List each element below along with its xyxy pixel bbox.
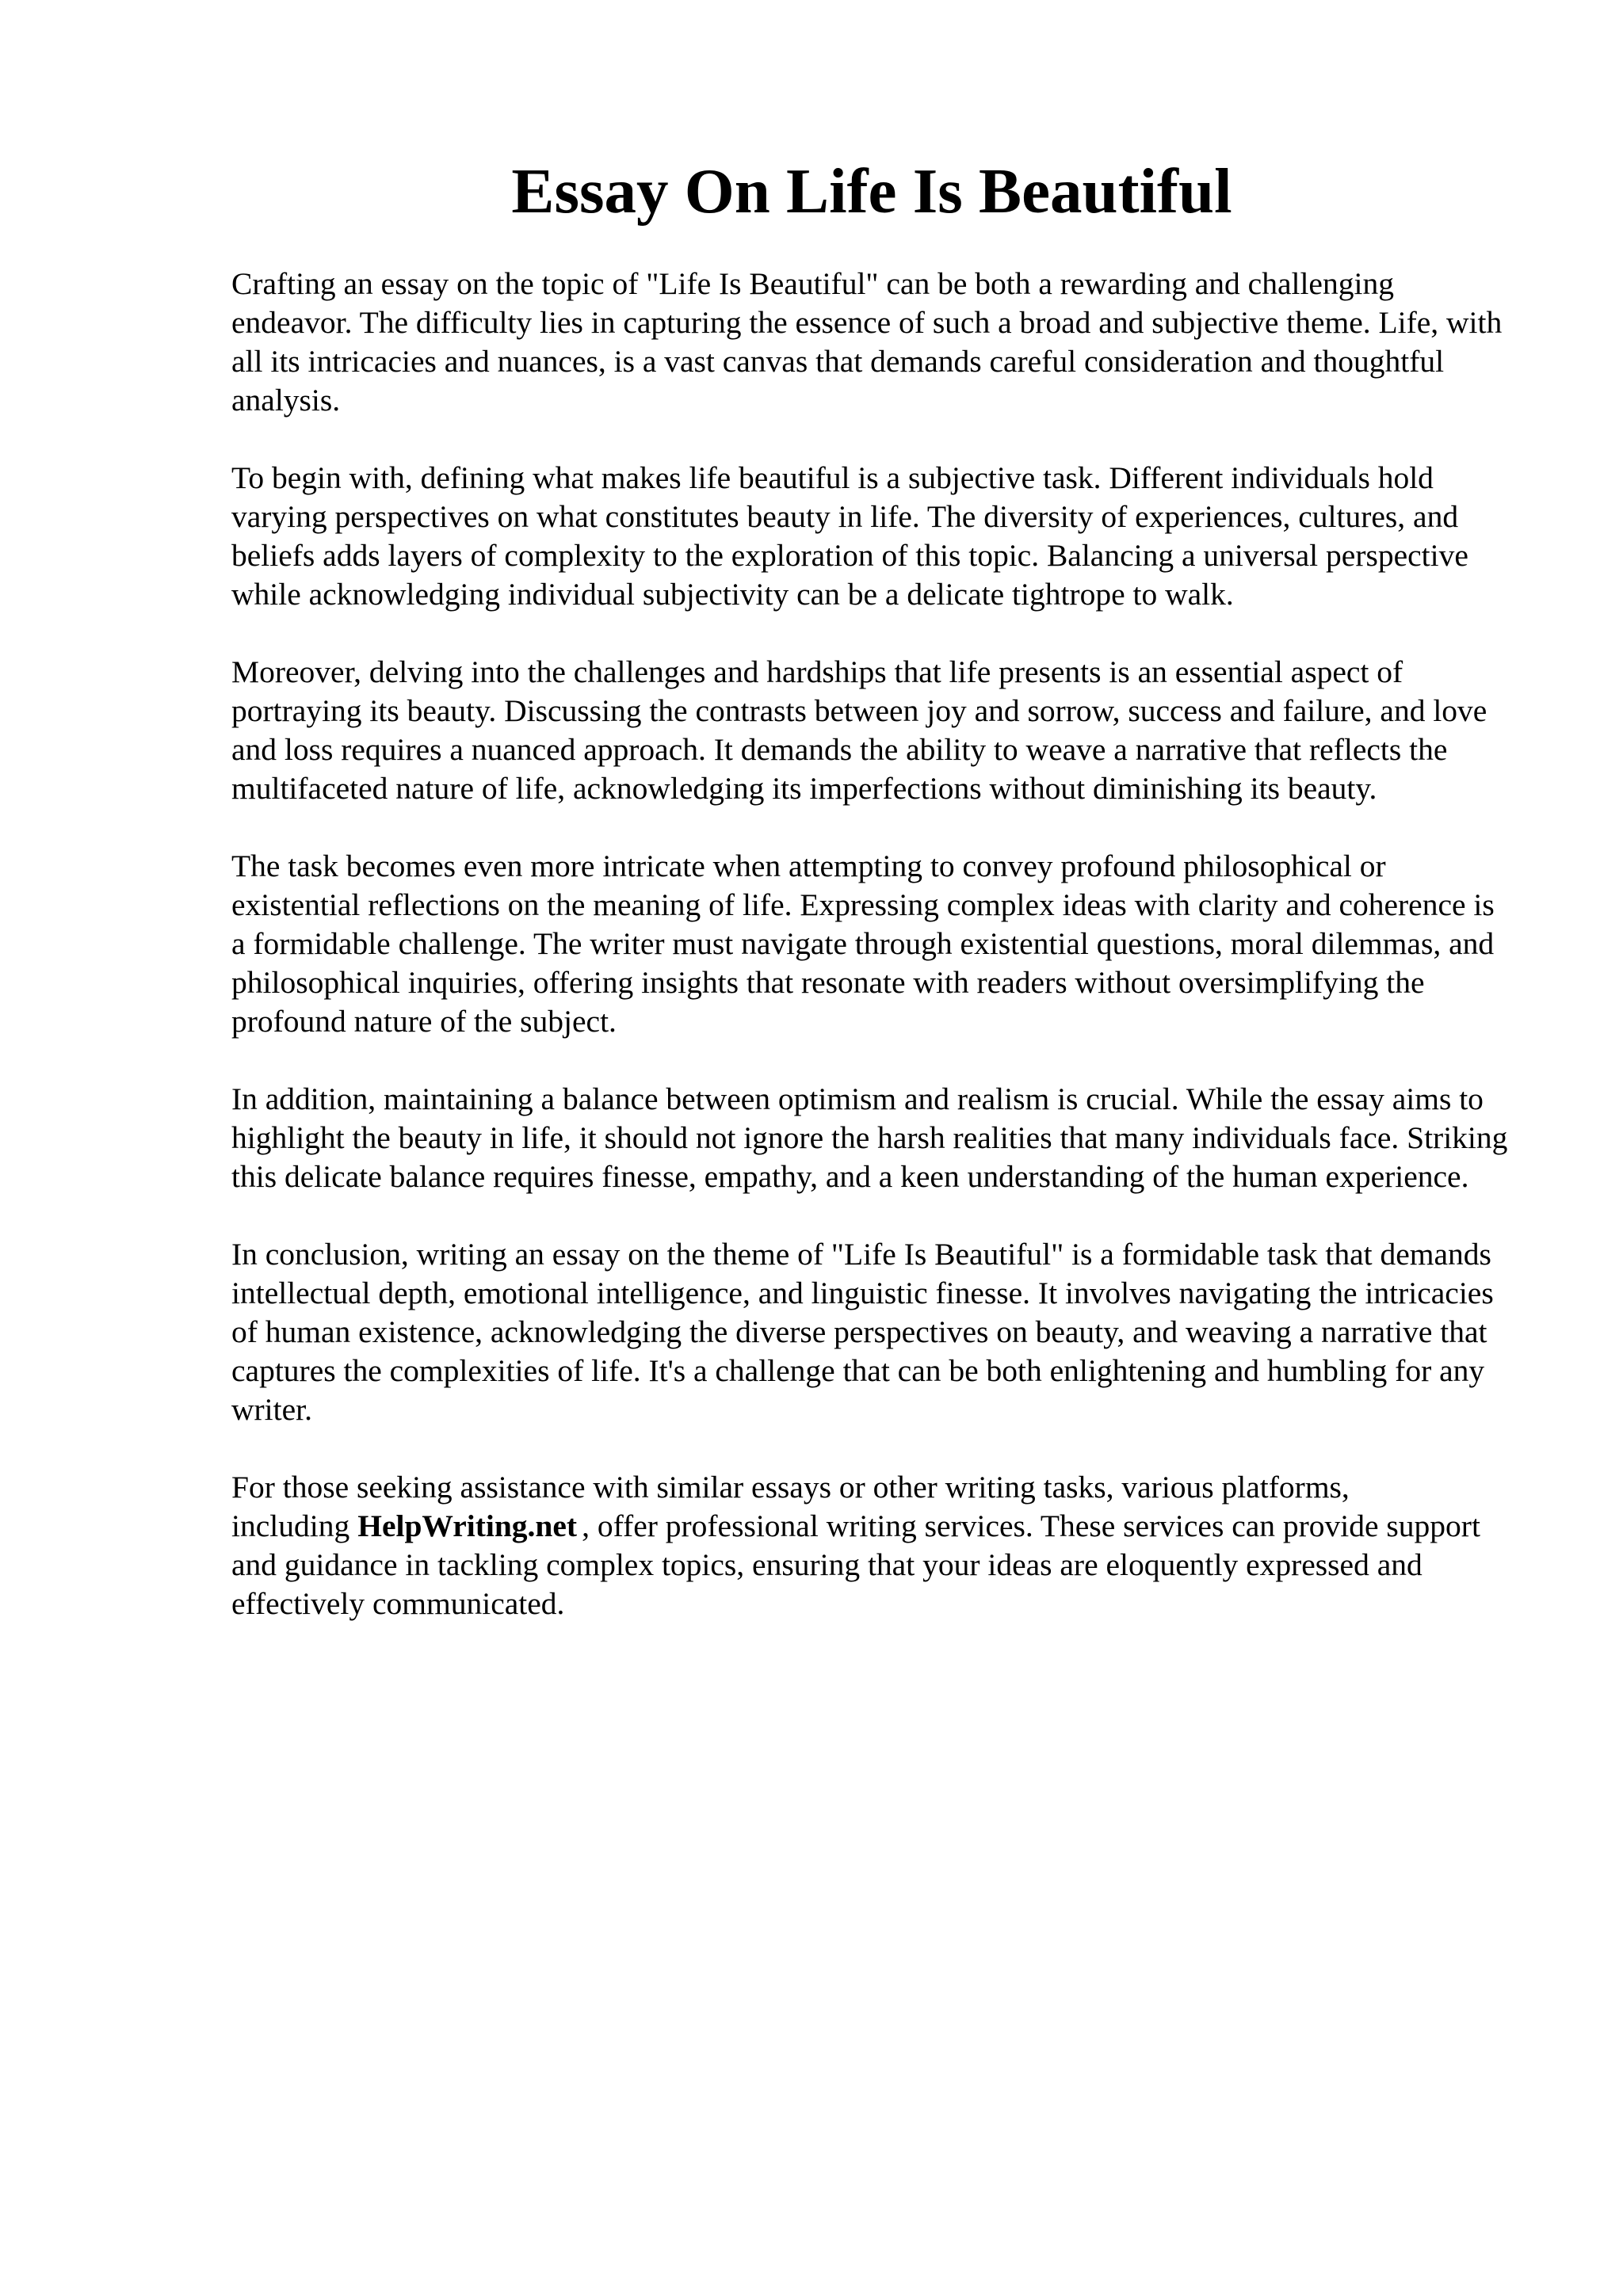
helpwriting-link[interactable]: HelpWriting.net bbox=[357, 1508, 578, 1543]
paragraph-2: To begin with, defining what makes life beautiful is a subjective task. Different individuals hold varying perspectives on what constitutes beauty in life. The diversity of experiences, cultures, and beliefs adds layers of complexity to the exploration of this topic. Balancing a universal perspective while acknowledging individual subjectivity can be a delicate tightrope to walk. bbox=[231, 460, 1468, 612]
paragraph-6: In conclusion, writing an essay on the theme of "Life Is Beautiful" is a formidable task that demands intellectual depth, emotional intelligence, and linguistic finesse. It involves navigating the intricacies of human existence, acknowledging the diverse perspectives on beauty, and weaving a narrative that captures the complexities of life. It's a challenge that can be both enlightening and humbling for any writer. bbox=[231, 1237, 1494, 1427]
document-title: Essay On Life Is Beautiful bbox=[511, 155, 1232, 227]
paragraph-4: The task becomes even more intricate when attempting to convey profound philosophical or existential reflections on the meaning of life. Expressing complex ideas with clarity and coherence is a formidable challenge. The writer must navigate through existential questions, moral dilemmas, and philosophical inquiries, offering insights that resonate with readers without oversimplifying the profound nature of the subject. bbox=[231, 849, 1495, 1039]
closing-paragraph bbox=[231, 1468, 1515, 1623]
paragraph-3: Moreover, delving into the challenges and hardships that life presents is an essential aspect of portraying its beauty. Discussing the contrasts between joy and sorrow, success and failure, and love and loss requires a nuanced approach. It demands the ability to weave a narrative that reflects the multifaceted nature of life, acknowledging its imperfections without diminishing its beauty. bbox=[231, 654, 1487, 806]
closing-text-after-link: , offer professional writing services. These services can provide support and guidance in tackling complex topics, ensuring that your ideas are eloquently expressed and effectively communicated. bbox=[231, 1508, 1480, 1621]
closing-text-before-link: For those seeking assistance with similar essays or other writing tasks, various platforms, including bbox=[231, 1470, 1350, 1543]
document-body bbox=[231, 265, 1515, 1662]
paragraph-5: In addition, maintaining a balance between optimism and realism is crucial. While the essay aims to highlight the beauty in life, it should not ignore the harsh realities that many individuals face. Striking this delicate balance requires finesse, empathy, and a keen understanding of the human experience. bbox=[231, 1081, 1508, 1194]
paragraph-1: Crafting an essay on the topic of "Life Is Beautiful" can be both a rewarding and challenging endeavor. The difficulty lies in capturing the essence of such a broad and subjective theme. Life, with all its intricacies and nuances, is a vast canvas that demands careful consideration and thoughtful analysis. bbox=[231, 266, 1503, 418]
